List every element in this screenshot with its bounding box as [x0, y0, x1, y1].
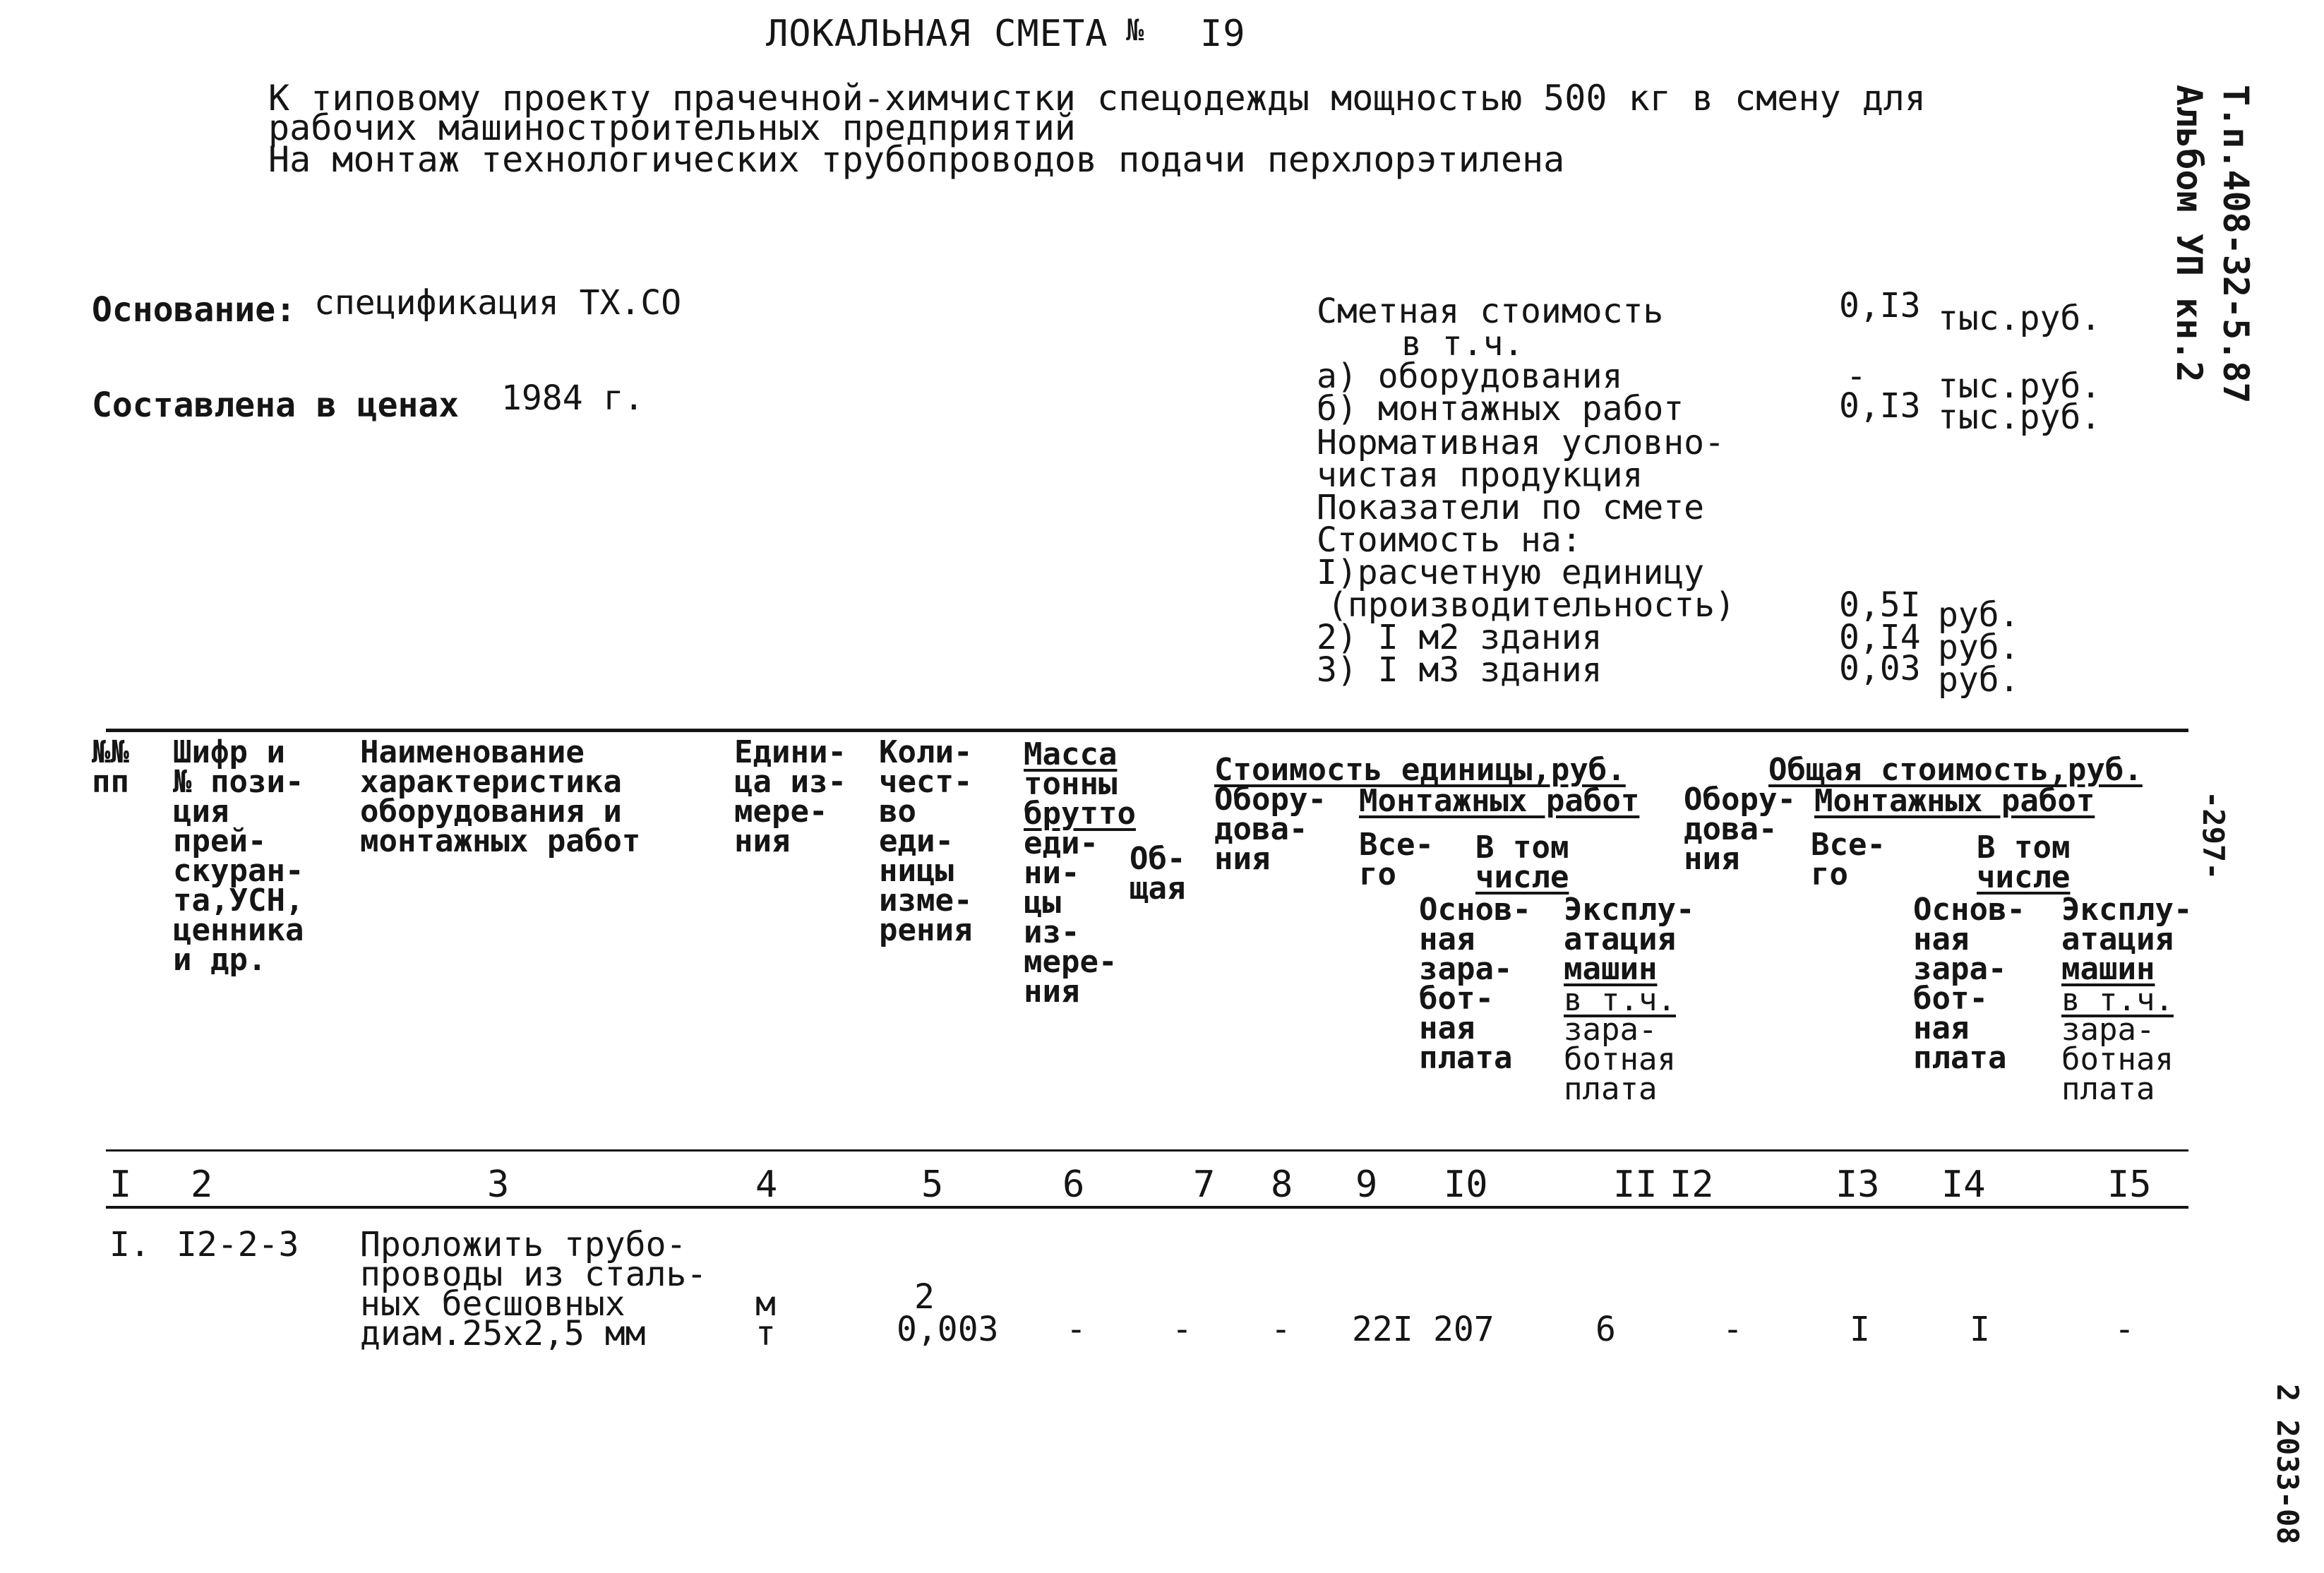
header-mass: Масса [1024, 736, 1118, 772]
per-m2-value: 0,I4 [1839, 618, 1921, 657]
subtitle-line-3: На монтаж технологических трубопроводов подачи перхлорэтилена [268, 139, 1565, 180]
row-name: Проложить трубо- проводы из сталь- ных бесшовных диам.25х2,5 мм [360, 1225, 707, 1353]
header-unit-machine-wage: в т.ч. зара- ботная плата [1564, 982, 1676, 1107]
table-top-rule [106, 729, 2188, 732]
header-unit-total: Все- го [1359, 827, 1434, 892]
header-mass-per-unit: еди- ни- цы из- мере- ния [1024, 825, 1118, 1010]
col-number: I4 [1941, 1164, 1986, 1206]
column-numbers-top-rule [106, 1149, 2188, 1152]
estimated-cost-unit: тыс.руб. [1938, 299, 2102, 338]
per-unit-unit: руб. [1938, 595, 2020, 635]
row-col6: - [1066, 1310, 1086, 1349]
basis-label: Основание: [92, 290, 296, 330]
column-numbers-bottom-rule [106, 1206, 2188, 1209]
header-unit-installation: Монтажных работ [1359, 783, 1640, 819]
row-col13: I [1850, 1310, 1870, 1349]
row-col8: - [1271, 1310, 1291, 1349]
per-m3-unit: руб. [1938, 660, 2020, 700]
row-col7: - [1172, 1310, 1192, 1349]
header-unit-including: В том числе [1475, 830, 1569, 895]
per-unit-line-2: (производительность) [1327, 585, 1735, 625]
row-code: I2-2-3 [176, 1225, 299, 1264]
per-m2-unit: руб. [1938, 628, 2020, 667]
header-unit-cost: Стоимость единицы,руб. [1214, 752, 1626, 788]
row-unit-1: м [755, 1284, 776, 1324]
indicators-label: Показатели по смете [1317, 488, 1705, 527]
side-album: Альбом УП кн.2 [2169, 85, 2210, 383]
col-number: I0 [1444, 1164, 1488, 1206]
per-m3-value: 0,03 [1839, 649, 1921, 688]
header-code: Шифр и № пози- ция прей- скуран- та,УСН, ценника и др. [173, 734, 304, 978]
row-col12: - [1723, 1310, 1743, 1349]
header-unit: Едини- ца из- мере- ния [734, 734, 846, 859]
col-number: I2 [1670, 1164, 1714, 1206]
header-total-cost: Общая стоимость,руб. [1768, 752, 2143, 788]
prices-label: Составлена в ценах [92, 385, 460, 425]
row-col9: 22I [1352, 1310, 1413, 1349]
header-name: Наименование характеристика оборудования и монтажных работ [360, 734, 641, 859]
header-num: №№ пп [92, 734, 129, 800]
installation-unit: тыс.руб. [1938, 397, 2102, 437]
subtitle-line-2: рабочих машиностроительных предприятий [268, 107, 1076, 148]
side-project-code: Т.п.408-32-5.87 [2215, 85, 2256, 404]
col-number: I3 [1835, 1164, 1880, 1206]
header-unit-machine: Эксплу- атация машин [1564, 892, 1695, 987]
subtitle-line-1: К типовому проекту прачечной-химчистки спецодежды мощностью 500 кг в смену для [268, 78, 1926, 119]
estimate-number: I9 [1200, 13, 1246, 55]
col-number: 5 [921, 1164, 944, 1206]
col-number: II [1613, 1164, 1658, 1206]
per-unit-value: 0,5I [1839, 585, 1921, 625]
including-label: в т.ч. [1401, 324, 1524, 364]
per-m2-label: 2) I м2 здания [1317, 618, 1603, 657]
header-unit-wage: Основ- ная зара- бот- ная плата [1419, 892, 1531, 1076]
row-col14: I [1970, 1310, 1990, 1349]
archive-stamp: 2 2033-08 [2270, 1384, 2305, 1545]
document-title: ЛОКАЛЬНАЯ СМЕТА [766, 13, 1108, 55]
number-sign: № [1126, 13, 1145, 47]
col-number: 3 [487, 1164, 510, 1206]
per-m3-label: 3) I м3 здания [1317, 650, 1603, 690]
header-total-machine: Эксплу- атация машин [2061, 892, 2193, 987]
header-unit-equipment: Обору- дова- ния [1214, 782, 1326, 877]
col-number: 7 [1193, 1164, 1216, 1206]
header-total-total: Все- го [1811, 827, 1886, 892]
installation-value: 0,I3 [1839, 386, 1921, 426]
col-number: I5 [2107, 1164, 2152, 1206]
header-mass-total: Об- щая [1130, 841, 1186, 907]
row-unit-2: т [755, 1314, 776, 1353]
header-mass-sub: тонны брутто [1024, 766, 1136, 832]
col-number: 9 [1355, 1164, 1378, 1206]
normative-line-1: Нормативная условно- [1317, 423, 1725, 462]
per-unit-line-1: I)расчетную единицу [1317, 553, 1705, 592]
equipment-value: - [1846, 357, 1867, 396]
header-total-machine-wage: в т.ч. зара- ботная плата [2061, 982, 2174, 1107]
col-number: 2 [191, 1164, 213, 1206]
cost-on-label: Стоимость на: [1317, 520, 1582, 560]
normative-line-2: чистая продукция [1317, 455, 1643, 495]
col-number: 4 [755, 1164, 778, 1206]
row-qty-2: 0,003 [897, 1310, 999, 1349]
equipment-label: а) оборудования [1317, 357, 1623, 396]
header-quantity: Коли- чест- во еди- ницы изме- рения [879, 734, 973, 948]
col-number: 8 [1271, 1164, 1293, 1206]
estimated-cost-value: 0,I3 [1839, 286, 1921, 325]
row-col15: - [2114, 1310, 2135, 1349]
installation-label: б) монтажных работ [1317, 389, 1684, 429]
header-total-including: В том числе [1977, 830, 2071, 895]
col-number: I [109, 1164, 132, 1206]
side-page-number: -297- [2196, 791, 2231, 880]
row-col10: 207 [1433, 1310, 1495, 1349]
estimated-cost-label: Сметная стоимость [1317, 292, 1664, 331]
row-number: I. [109, 1225, 150, 1264]
row-qty-1: 2 [914, 1277, 935, 1317]
row-col11: 6 [1595, 1310, 1616, 1349]
basis-value: спецификация ТХ.СО [314, 283, 682, 323]
prices-year: 1984 г. [501, 378, 645, 418]
header-total-installation: Монтажных работ [1814, 783, 2095, 819]
header-total-wage: Основ- ная зара- бот- ная плата [1913, 892, 2025, 1076]
equipment-unit: тыс.руб. [1938, 366, 2102, 406]
col-number: 6 [1062, 1164, 1085, 1206]
header-total-equipment: Обору- дова- ния [1684, 782, 1796, 877]
